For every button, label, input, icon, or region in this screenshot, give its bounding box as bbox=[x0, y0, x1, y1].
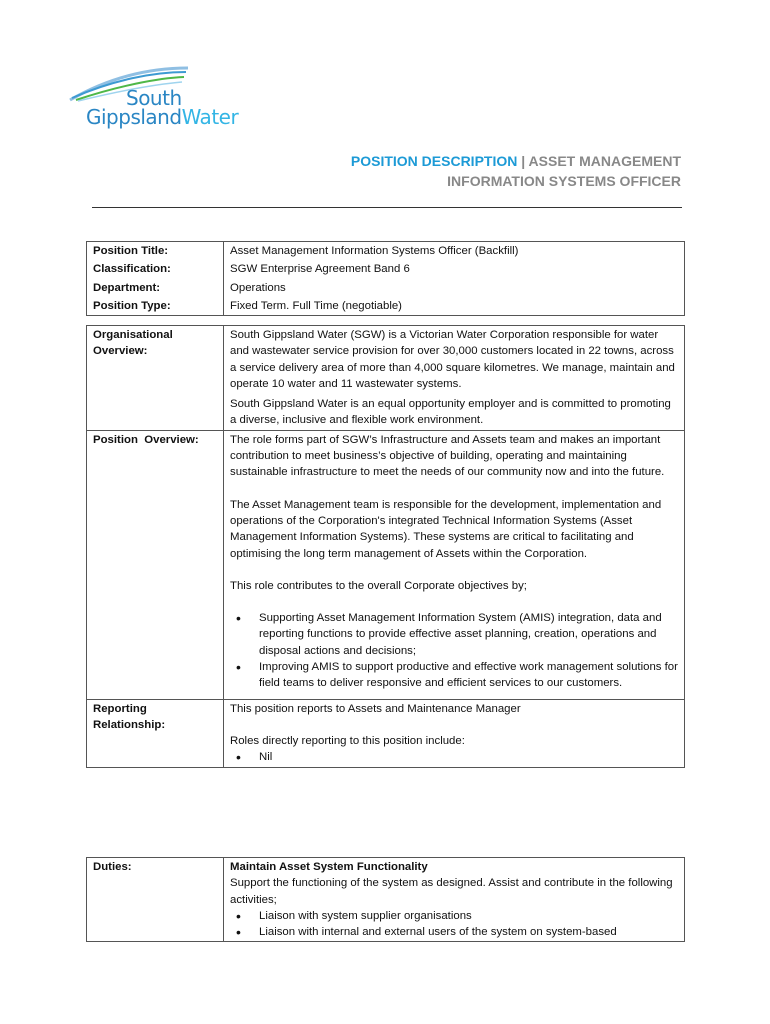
organisational-paragraph: South Gippsland Water is an equal opportunity employer and is committed to promoting a diverse, inclusive and flexible work environment. bbox=[230, 398, 671, 427]
header-divider bbox=[92, 207, 682, 208]
position-type-value: Fixed Term. Full Time (negotiable) bbox=[224, 297, 685, 316]
position-overview-content bbox=[224, 430, 685, 699]
table-row bbox=[87, 260, 685, 278]
logo-text-gippsland-water: GippslandWater bbox=[86, 105, 239, 129]
department-label: Department: bbox=[87, 279, 224, 297]
overview-paragraph: The role forms part of SGW’s Infrastructure and Assets team and makes an important contribution to meet business’s objective of building, operating and maintaining sustainable infrastructure to meet the needs of our community now and into the future. bbox=[230, 433, 665, 479]
direct-reports-list bbox=[230, 749, 678, 765]
position-title-label: Position Title: bbox=[87, 242, 224, 261]
reporting-paragraph: This position reports to Assets and Maintenance Manager bbox=[230, 702, 521, 715]
list-item: • Liaison with internal and external users of the system on system-based bbox=[230, 924, 678, 940]
list-item: • Improving AMIS to support productive and effective work management solutions for field teams to deliver responsive and efficient services to our customers. bbox=[230, 659, 678, 692]
duties-label: Duties: bbox=[87, 858, 224, 942]
duties-paragraph: Support the functioning of the system as designed. Assist and contribute in the following activities; bbox=[230, 877, 673, 906]
duties-list bbox=[230, 908, 678, 941]
department-value: Operations bbox=[224, 279, 685, 297]
list-item: • Nil bbox=[230, 749, 678, 765]
overview-paragraph: This role contributes to the overall Corporate objectives by; bbox=[230, 579, 527, 592]
duties-content bbox=[224, 858, 685, 942]
organisational-overview-label: Organisational Overview: bbox=[87, 326, 224, 431]
document-title: POSITION DESCRIPTION | ASSET MANAGEMENT INFORMATION SYSTEMS OFFICER bbox=[350, 153, 681, 189]
organisational-paragraph: South Gippsland Water (SGW) is a Victorian Water Corporation responsible for water and wastewater service provision for over 30,000 customers located in 22 towns, across a service delivery area of more than 4,000 square kilometres. We manage, maintain and operate 10 water and 11 wastewater systems. bbox=[230, 329, 675, 390]
table-row bbox=[87, 699, 685, 767]
objectives-list bbox=[230, 610, 678, 697]
table-row bbox=[87, 279, 685, 297]
list-item: • Supporting Asset Management Information System (AMIS) integration, data and reporting functions to provide effective asset planning, creation, operations and disposal actions and decisions; bbox=[230, 610, 678, 659]
overview-table bbox=[86, 325, 685, 768]
table-row bbox=[87, 858, 685, 942]
organisational-overview-content bbox=[224, 326, 685, 431]
table-row bbox=[87, 297, 685, 316]
classification-label: Classification: bbox=[87, 260, 224, 278]
overview-paragraph: The Asset Management team is responsible for the development, implementation and operations of the Corporation's integrated Technical Information Systems (Asset Management Information Systems). These systems are critical to facilitating and optimising the long term management of Assets within the Corporation. bbox=[230, 498, 662, 560]
table-row bbox=[87, 430, 685, 699]
position-summary-table bbox=[86, 241, 685, 316]
duties-table bbox=[86, 857, 685, 942]
position-overview-label: Position Overview: bbox=[87, 430, 224, 699]
logo-text-south: South bbox=[126, 86, 182, 110]
position-type-label: Position Type: bbox=[87, 297, 224, 316]
classification-value: SGW Enterprise Agreement Band 6 bbox=[224, 260, 685, 278]
position-title-value: Asset Management Information Systems Officer (Backfill) bbox=[224, 242, 685, 261]
reporting-relationship-content bbox=[224, 699, 685, 767]
duties-heading: Maintain Asset System Functionality bbox=[230, 861, 428, 873]
table-row bbox=[87, 242, 685, 261]
reporting-relationship-label: Reporting Relationship: bbox=[87, 699, 224, 767]
reporting-paragraph: Roles directly reporting to this position include: bbox=[230, 734, 465, 747]
list-item: • Liaison with system supplier organisations bbox=[230, 908, 678, 924]
table-row bbox=[87, 326, 685, 431]
